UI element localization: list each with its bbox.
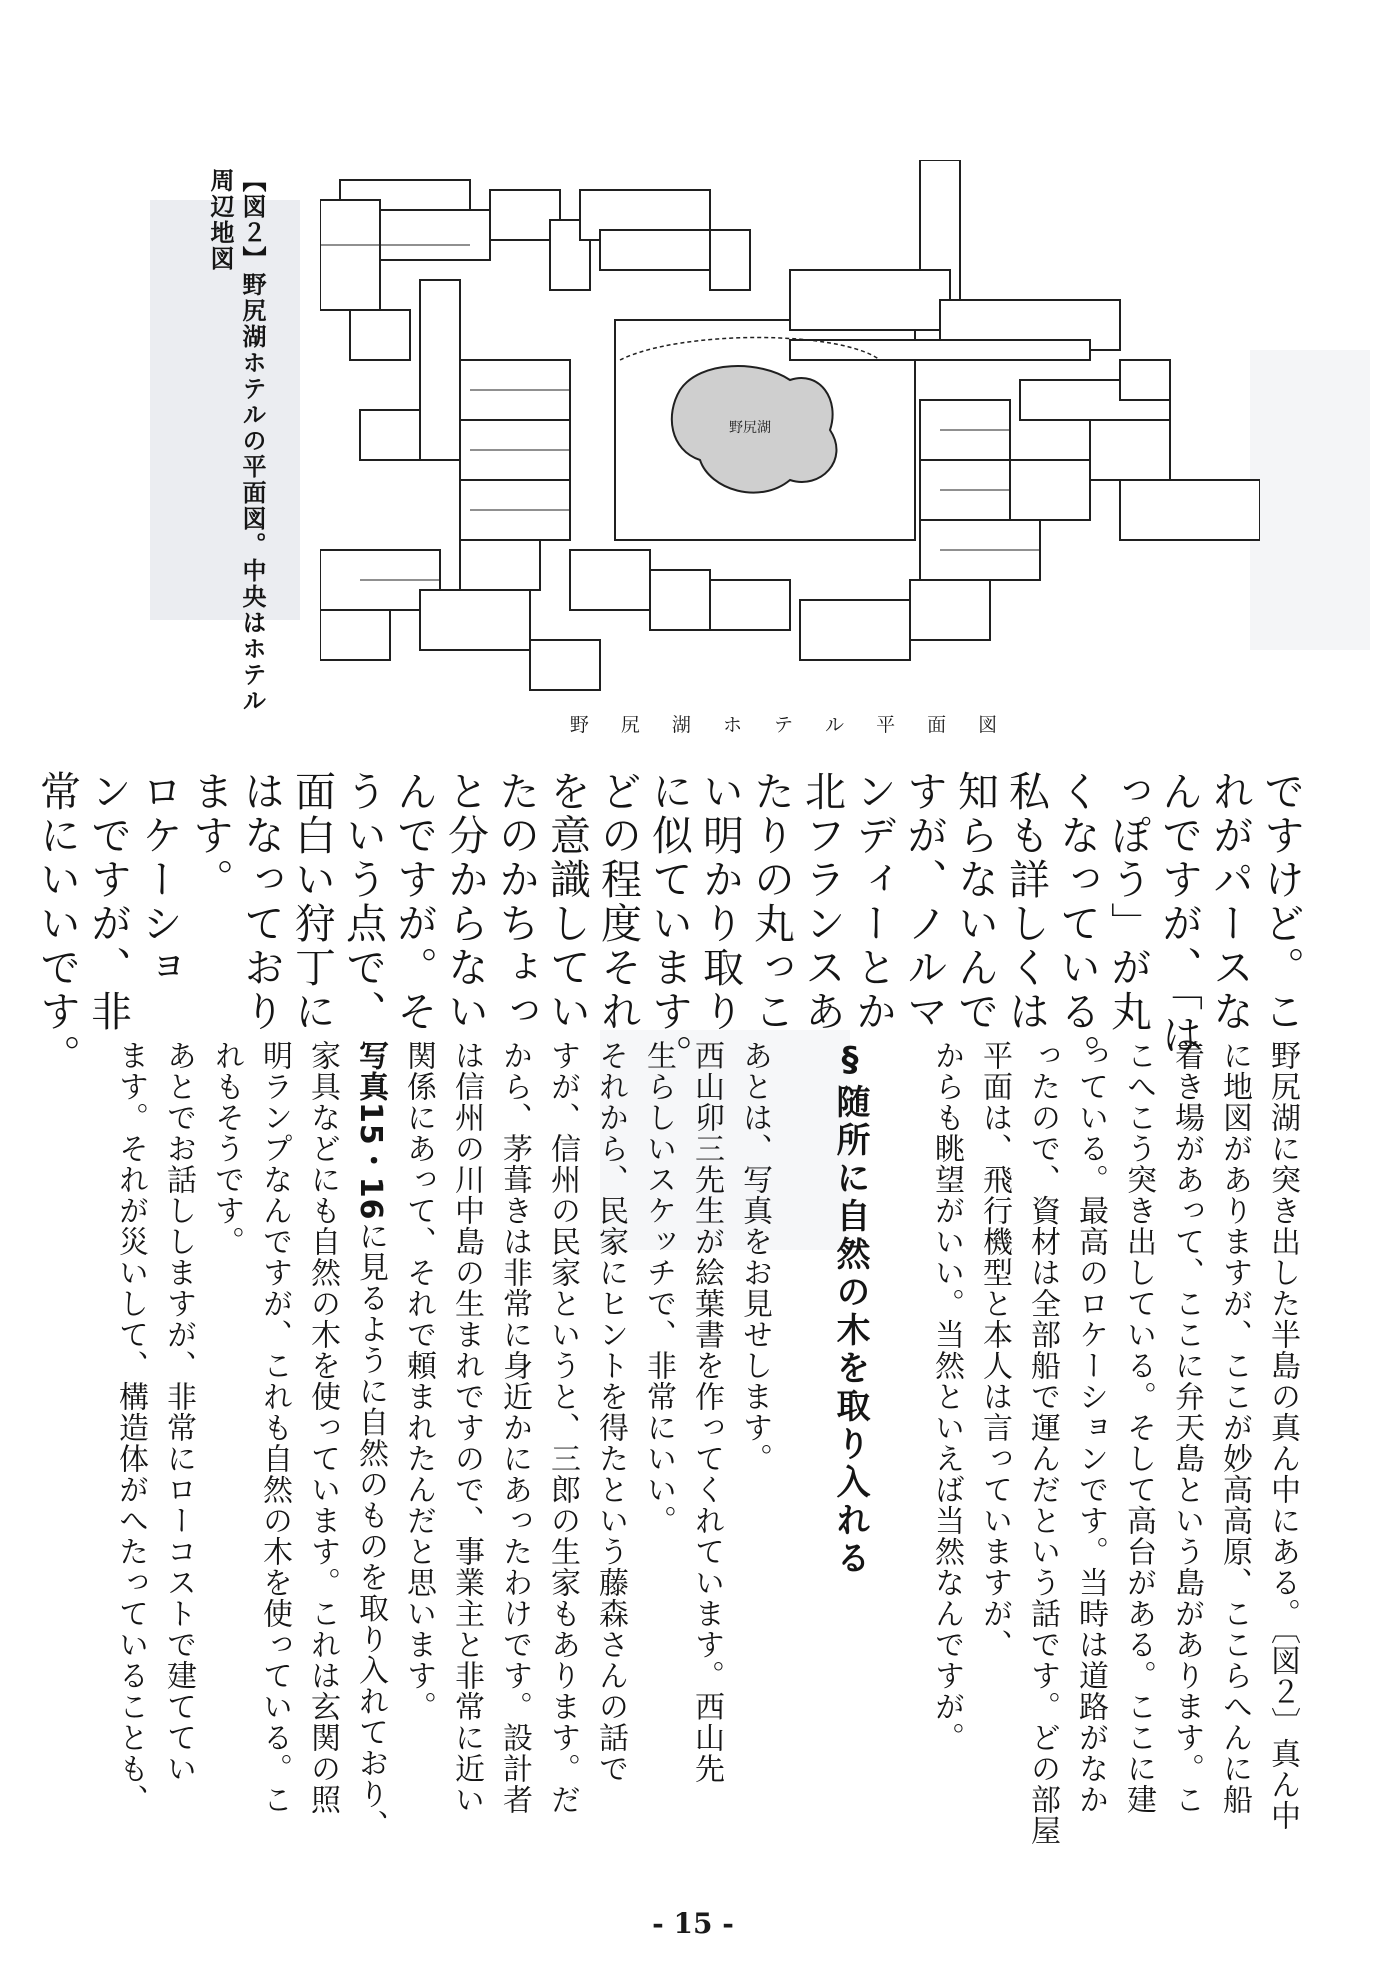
- upper-col: ンですが、非: [84, 770, 132, 1034]
- bleed-through-shade-right: [1250, 350, 1370, 650]
- upper-col: れがパースな: [1206, 770, 1254, 1034]
- plan-room: [710, 230, 750, 290]
- section-col: あとは、写真をお見せします。: [737, 1040, 772, 1474]
- upper-col: ます。: [186, 770, 234, 902]
- upper-col: ですけど。こ: [1257, 770, 1305, 1034]
- upper-col: 常にいいです。: [33, 770, 81, 1078]
- section-col: 生らしいスケッチで、非常にいい。: [641, 1040, 676, 1536]
- upper-col: に似ています。: [645, 770, 693, 1078]
- upper-col: んですが、「は: [1155, 770, 1203, 1058]
- plan-room: [1120, 480, 1260, 540]
- lower-col: ったので、資材は全部船で運んだという話です。どの部屋: [1025, 1040, 1060, 1846]
- upper-col: どの程度それ: [594, 770, 642, 1034]
- plan-room: [380, 210, 490, 260]
- upper-col: ンディーとか: [849, 770, 897, 1034]
- lower-col: っている。最高のロケーションです。当時は道路がなか: [1073, 1040, 1108, 1815]
- section-spacer: [881, 1040, 916, 1071]
- plan-room: [790, 270, 950, 330]
- plan-room: [420, 590, 530, 650]
- lower-col: こへこう突き出している。そして高台がある。ここに建: [1121, 1040, 1156, 1815]
- upper-col: 私も詳しくは: [1002, 770, 1050, 1034]
- plan-room: [600, 230, 710, 270]
- upper-col: すが、ノルマ: [900, 770, 948, 1034]
- section-col: から、茅葺きは非常に身近かにあったわけです。設計者: [497, 1040, 532, 1815]
- upper-col: ういう点で、: [339, 770, 387, 1034]
- plan-room: [460, 540, 540, 590]
- upper-col: たのかちょっ: [492, 770, 540, 1034]
- map-center-label: 野尻湖: [729, 420, 771, 436]
- upper-col: と分からない: [441, 770, 489, 1034]
- lower-col: 平面は、飛行機型と本人は言っていますが、: [977, 1040, 1012, 1660]
- upper-col: はなっており: [237, 770, 285, 1034]
- plan-room: [1010, 460, 1090, 520]
- upper-col: くなっている。: [1053, 770, 1101, 1078]
- plan-room: [420, 280, 460, 460]
- section-col: 明ランプなんですが、これも自然の木を使っている。こ: [257, 1040, 292, 1815]
- section-col: 西山卯三先生が絵葉書を作ってくれています。西山先: [689, 1040, 724, 1784]
- section-col: それから、民家にヒントを得たという藤森さんの話で: [593, 1040, 628, 1784]
- plan-room: [360, 410, 420, 460]
- plan-room: [800, 600, 910, 660]
- plan-room: [1120, 360, 1170, 400]
- floor-plan-title: 野 尻 湖 ホ テ ル 平 面 図: [569, 714, 1011, 736]
- upper-col: ロケーショ: [135, 770, 183, 990]
- upper-col: を意識してい: [543, 770, 591, 1034]
- plan-room: [1090, 420, 1170, 480]
- lower-col: に地図がありますが、ここが妙高高原、ここらへんに船: [1217, 1040, 1252, 1815]
- section-col: 関係にあって、それで頼まれたんだと思います。: [401, 1040, 436, 1722]
- section-col-photo-ref: [353, 1040, 388, 1841]
- upper-col: 知らないんで: [951, 770, 999, 1034]
- lower-col: 野尻湖に突き出した半島の真ん中にある。〔図２〕真ん中: [1265, 1040, 1300, 1831]
- plan-room: [320, 200, 380, 310]
- figure-caption: [204, 168, 268, 728]
- plan-room: [910, 580, 990, 640]
- plan-room: [570, 550, 650, 610]
- section-col: 家具などにも自然の木を使っています。これは玄関の照: [305, 1040, 340, 1815]
- photo-ref-rest: に見るように自然のものを取り入れており、: [353, 1220, 388, 1841]
- upper-col: 面白い狩丁に: [288, 770, 336, 1034]
- plan-room: [320, 610, 390, 660]
- floor-plan-figure: [320, 160, 1260, 750]
- section-col: すが、信州の民家というと、三郎の生家もあります。だ: [545, 1040, 580, 1815]
- plan-room: [650, 570, 710, 630]
- plan-room: [710, 580, 790, 630]
- section-col: は信州の川中島の生まれですので、事業主と非常に近い: [449, 1040, 484, 1815]
- section-col: あとでお話ししますが、非常にローコストで建ててい: [161, 1040, 196, 1784]
- section-heading: §随所に自然の木を取り入れる: [830, 1040, 870, 1578]
- figure-caption-line1: 【図２】野尻湖ホテルの平面図。中央はホテル: [238, 168, 266, 714]
- plan-room: [790, 340, 1090, 360]
- upper-col: い明かり取り: [696, 770, 744, 1034]
- upper-col: っぽう」が丸: [1104, 770, 1152, 1034]
- lower-col: 着き場があって、ここに弁天島という島があります。こ: [1169, 1040, 1204, 1815]
- photo-ref: 写真15・16: [353, 1040, 388, 1221]
- section-col: ます。それが災いして、構造体がへたっていることも、: [113, 1040, 148, 1815]
- upper-col: 北フランスあ: [798, 770, 846, 1034]
- plan-room: [530, 640, 600, 690]
- upper-col: たりの丸っこ: [747, 770, 795, 1034]
- plan-room: [350, 310, 410, 360]
- page-number: - 15 -: [652, 1907, 734, 1940]
- lower-col: からも眺望がいい。当然といえば当然なんですが。: [929, 1040, 964, 1753]
- section-col: れもそうです。: [209, 1040, 244, 1257]
- lower-text-block: [106, 1040, 1306, 1890]
- upper-col: んですが。そ: [390, 770, 438, 1034]
- section-spacer: [785, 1040, 820, 1071]
- figure-caption-line2: 周辺地図: [206, 168, 234, 272]
